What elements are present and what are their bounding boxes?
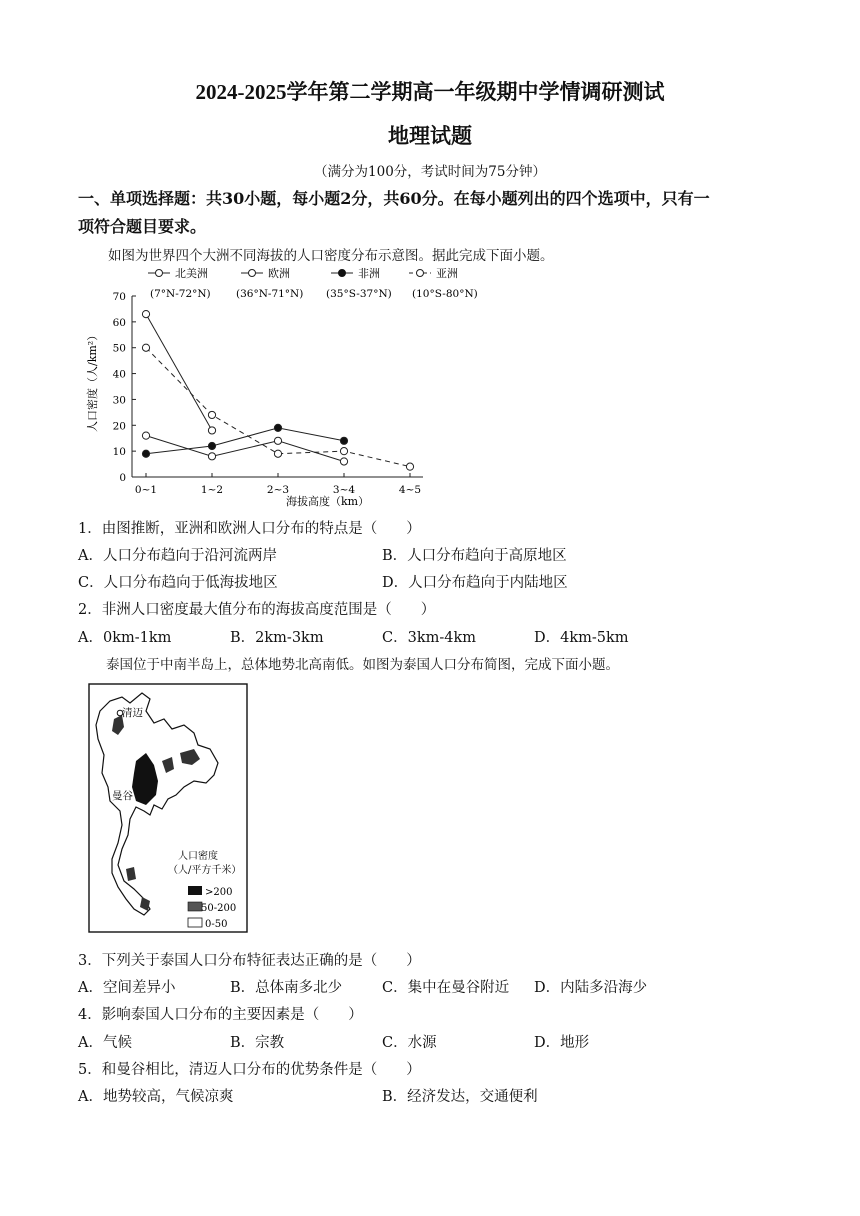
question-4-option-d[interactable]: D．地形 (534, 1035, 590, 1051)
legend-range-africa: (35°S-37°N) (326, 288, 392, 300)
map-label-bangkok: 曼谷 (112, 790, 133, 802)
data-point-north-america (340, 458, 347, 465)
x-tick-label: 0~1 (134, 484, 158, 496)
legend-asia (409, 267, 478, 300)
intro-text-2: 泰国位于中南半岛上，总体地势北高南低。如图为泰国人口分布简图，完成下面小题。 (106, 657, 619, 673)
question-1-stem: 1．由图推断，亚洲和欧洲人口分布的特点是（ ） (78, 521, 421, 537)
thailand-population-map (88, 683, 248, 933)
exam-title: 2024-2025学年第二学期高一年级期中学情调研测试 (195, 80, 665, 104)
y-axis-label: 人口密度（人/km²） (86, 329, 99, 432)
y-tick-label: 50 (112, 342, 126, 355)
exam-subject: 地理试题 (388, 123, 472, 148)
data-point-asia (406, 463, 413, 470)
series-line-africa (146, 428, 344, 454)
legend-range-asia: (10°S-80°N) (412, 288, 478, 300)
question-4-option-b[interactable]: B．宗教 (230, 1035, 285, 1051)
legend-label-asia: 亚洲 (436, 267, 458, 280)
data-point-asia (208, 411, 215, 418)
x-tick-label: 1~2 (200, 484, 224, 496)
question-2-option-c[interactable]: C．3km-4km (382, 630, 477, 646)
x-tick-label: 2~3 (266, 484, 290, 496)
intro-text-1: 如图为世界四个大洲不同海拔的人口密度分布示意图。据此完成下面小题。 (108, 248, 554, 264)
x-axis-label: 海拔高度（km） (286, 495, 370, 508)
legend-label-medium: 50-200 (201, 903, 237, 914)
y-tick-label: 10 (112, 446, 126, 459)
data-point-africa (274, 424, 281, 431)
legend-range-europe: (36°N-71°N) (236, 288, 304, 300)
chart-legend (148, 266, 478, 300)
question-1-option-d[interactable]: D．人口分布趋向于内陆地区 (382, 575, 568, 591)
question-3-option-b[interactable]: B．总体南多北少 (230, 980, 343, 996)
legend-range-north-america: (7°N-72°N) (150, 288, 211, 300)
question-2-stem: 2．非洲人口密度最大值分布的海拔高度范围是（ ） (78, 602, 436, 618)
data-point-asia (142, 344, 149, 351)
question-5-option-a[interactable]: A．地势较高，气候凉爽 (78, 1089, 234, 1105)
question-4-option-a[interactable]: A．气候 (78, 1035, 132, 1051)
question-4-option-c[interactable]: C．水源 (382, 1035, 437, 1051)
y-tick-label: 70 (112, 291, 126, 303)
question-3-option-a[interactable]: A．空间差异小 (78, 980, 176, 996)
legend-label-high: >200 (205, 887, 233, 898)
question-3-option-c[interactable]: C．集中在曼谷附近 (382, 980, 510, 996)
section-heading-line1: 一、单项选择题：共30小题，每小题2分，共60分。在每小题列出的四个选项中，只有一 (78, 189, 710, 208)
data-point-north-america (208, 453, 215, 460)
section-heading-line2: 项符合题目要求。 (78, 217, 207, 236)
question-1-option-a[interactable]: A．人口分布趋向于沿河流两岸 (78, 548, 277, 564)
legend-label-low: 0-50 (205, 919, 228, 930)
data-point-africa (142, 450, 149, 457)
legend-north-america (148, 267, 211, 300)
y-tick-label: 40 (112, 368, 126, 381)
legend-unit: （人/平方千米） (168, 865, 242, 876)
legend-title: 人口密度 (178, 851, 218, 862)
legend-label-europe: 欧洲 (268, 267, 290, 280)
legend-swatch-high (188, 886, 202, 895)
legend-europe (236, 266, 303, 300)
map-label-chiang-mai: 清迈 (122, 707, 143, 719)
series-line-europe (146, 314, 212, 430)
exam-note: （满分为100分，考试时间为75分钟） (314, 164, 546, 180)
y-tick-label: 20 (112, 420, 126, 433)
question-4-stem: 4．影响泰国人口分布的主要因素是（ ） (78, 1007, 363, 1023)
y-tick-label: 30 (112, 394, 126, 407)
series-line-north-america (146, 436, 344, 462)
question-2-option-b[interactable]: B．2km-3km (230, 630, 324, 646)
y-tick-label: 60 (112, 316, 126, 329)
data-point-north-america (142, 432, 149, 439)
data-point-europe (208, 427, 215, 434)
x-tick-label: 4~5 (398, 484, 422, 496)
question-5-option-b[interactable]: B．经济发达，交通便利 (382, 1089, 538, 1105)
legend-label-africa: 非洲 (358, 267, 380, 280)
y-tick-label: 0 (119, 472, 126, 484)
population-density-chart (78, 262, 478, 512)
legend-swatch-low (188, 918, 202, 927)
question-3-stem: 3．下列关于泰国人口分布特征表达正确的是（ ） (78, 953, 421, 969)
x-tick-label: 3~4 (332, 484, 356, 496)
data-point-asia (274, 450, 281, 457)
data-point-africa (208, 442, 215, 449)
data-point-africa (340, 437, 347, 444)
legend-africa (326, 266, 392, 300)
question-3-option-d[interactable]: D．内陆多沿海少 (534, 980, 648, 996)
question-5-stem: 5．和曼谷相比，清迈人口分布的优势条件是（ ） (78, 1062, 421, 1078)
legend-swatch-medium (188, 902, 202, 911)
question-1-option-b[interactable]: B．人口分布趋向于高原地区 (382, 548, 567, 564)
legend-label-north-america: 北美洲 (175, 267, 208, 280)
data-point-europe (142, 311, 149, 318)
question-2-option-d[interactable]: D．4km-5km (534, 630, 629, 646)
question-1-option-c[interactable]: C．人口分布趋向于低海拔地区 (78, 575, 278, 591)
data-point-asia (340, 448, 347, 455)
question-2-option-a[interactable]: A．0km-1km (78, 630, 172, 646)
data-point-north-america (274, 437, 281, 444)
